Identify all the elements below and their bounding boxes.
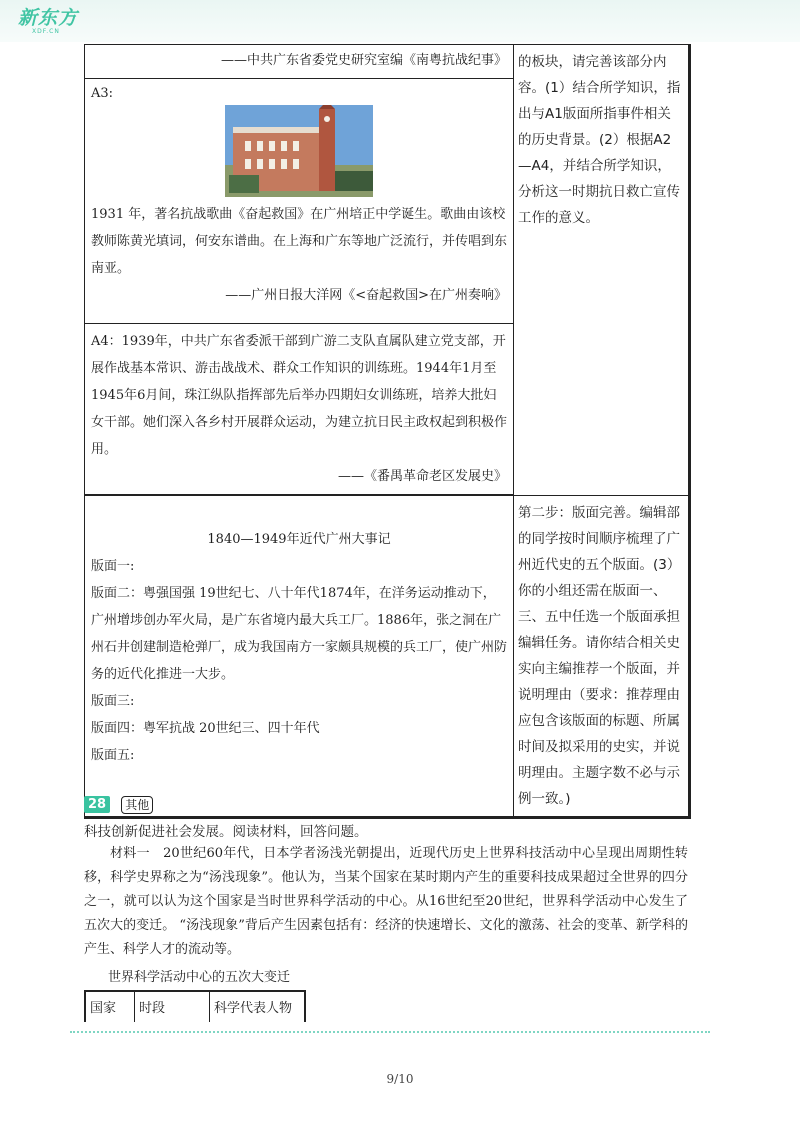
cell-question-part1 <box>514 45 690 496</box>
cell-question-step2 <box>514 496 690 818</box>
brand-logo <box>18 8 78 38</box>
logo-text: 新东方 <box>18 7 79 29</box>
header-band <box>0 0 800 42</box>
page-number: 9/10 <box>386 1072 414 1086</box>
cell-a4 <box>85 324 514 495</box>
chronicle-line-3: 版面三: <box>91 694 135 709</box>
question-number: 28 <box>84 796 110 813</box>
science-centers-table <box>84 990 306 1022</box>
cell-a2-source <box>85 45 514 79</box>
chronicle-line-4: 版面四：粤军抗战 20世纪三、四十年代 <box>91 721 320 736</box>
chronicle-line-5: 版面五: <box>91 748 135 763</box>
chronicle-title: 1840—1949年近代广州大事记 <box>207 532 391 547</box>
question-part1-text: 的板块，请完善该部分内容。(1）结合所学知识，指出与A1版面所指事件相关的历史背景。(2）根据A2—A4，并结合所学知识，分析这一时期抗日救亡宣传工作的意义。 <box>518 54 681 226</box>
material-one: 材料一 20世纪60年代，日本学者汤浅光朝提出，近现代历史上世界科技活动中心呈现出周期性转移，科学史界称之为“汤浅现象”。他认为，当某个国家在某时期内产生的重要科技成果超过全世界的四分之一，就可以认为这个国家是当时世界科学活动的中心。从16世纪至20世纪，世界科学活动中心发生了五次大的变迁。 “汤浅现象”背后产生因素包括有：经济的快速增长、文化的激荡、社会的变革、新学科的产生、科学人才的流动等。 <box>84 846 688 957</box>
logo-subtext: XDF.CN <box>32 28 60 35</box>
header-country: 国家 <box>90 1000 117 1016</box>
cell-a3 <box>85 79 514 324</box>
question-28-header <box>84 794 153 814</box>
dotted-divider <box>70 1031 710 1033</box>
question-28-intro: 科技创新促进社会发展。阅读材料，回答问题。 <box>84 824 368 840</box>
a4-source: ——《番禺革命老区发展史》 <box>337 469 507 484</box>
table-header-row <box>85 991 305 1022</box>
cell-events-chronicle <box>85 496 514 818</box>
a2-source: ——中共广东省委党史研究室编《南粤抗战纪事》 <box>220 53 507 68</box>
a3-label: A3: <box>91 86 114 101</box>
question-type-tag: 其他 <box>121 796 153 814</box>
header-scientists: 科学代表人物 <box>210 991 306 1022</box>
a3-source: ——广州日报大洋网《<奋起救国>在广州奏响》 <box>225 288 507 303</box>
a4-text: A4：1939年，中共广东省委派干部到广游二支队直属队建立党支部，开展作战基本常识、游击战战术、群众工作知识的训练班。1944年1月至1945年6月间，珠江纵队指挥部先后举办四期妇女训练班，培养大批妇女干部。她们深入各乡村开展群众运动，为建立抗日民主政权起到积极作用。 <box>91 334 508 457</box>
header-period: 时段 <box>135 991 210 1022</box>
a3-text: 1931 年，著名抗战歌曲《奋起救国》在广州培正中学诞生。歌曲由该校教师陈黄光填词，何安东谱曲。在上海和广东等地广泛流行，并传唱到东南亚。 <box>91 207 508 276</box>
chronicle-line-2: 版面二：粤强国强 19世纪七、八十年代1874年，在洋务运动推动下，广州增埗创办军火局，是广东省境内最大兵工厂。1886年，张之洞在广州石井创建制造枪弹厂，成为我国南方一家颇具规模的兵工厂，使广州防务的近代化推进一大步。 <box>91 586 508 682</box>
science-centers-table-title: 世界科学活动中心的五次大变迁 <box>108 970 291 985</box>
school-building-photo <box>225 105 373 197</box>
chronicle-line-1: 版面一: <box>91 559 135 574</box>
materials-table <box>84 44 691 819</box>
question-step2-text: 第二步：版面完善。编辑部的同学按时间顺序梳理了广州近代史的五个版面。(3）你的小组还需在版面一、三、五中任选一个版面承担编辑任务。请你结合相关史实向主编推荐一个版面，并说明理由（要求：推荐理由应包含该版面的标题、所属时间及拟采用的史实，并说明理由。主题字数不必与示例一致。) <box>518 505 681 807</box>
